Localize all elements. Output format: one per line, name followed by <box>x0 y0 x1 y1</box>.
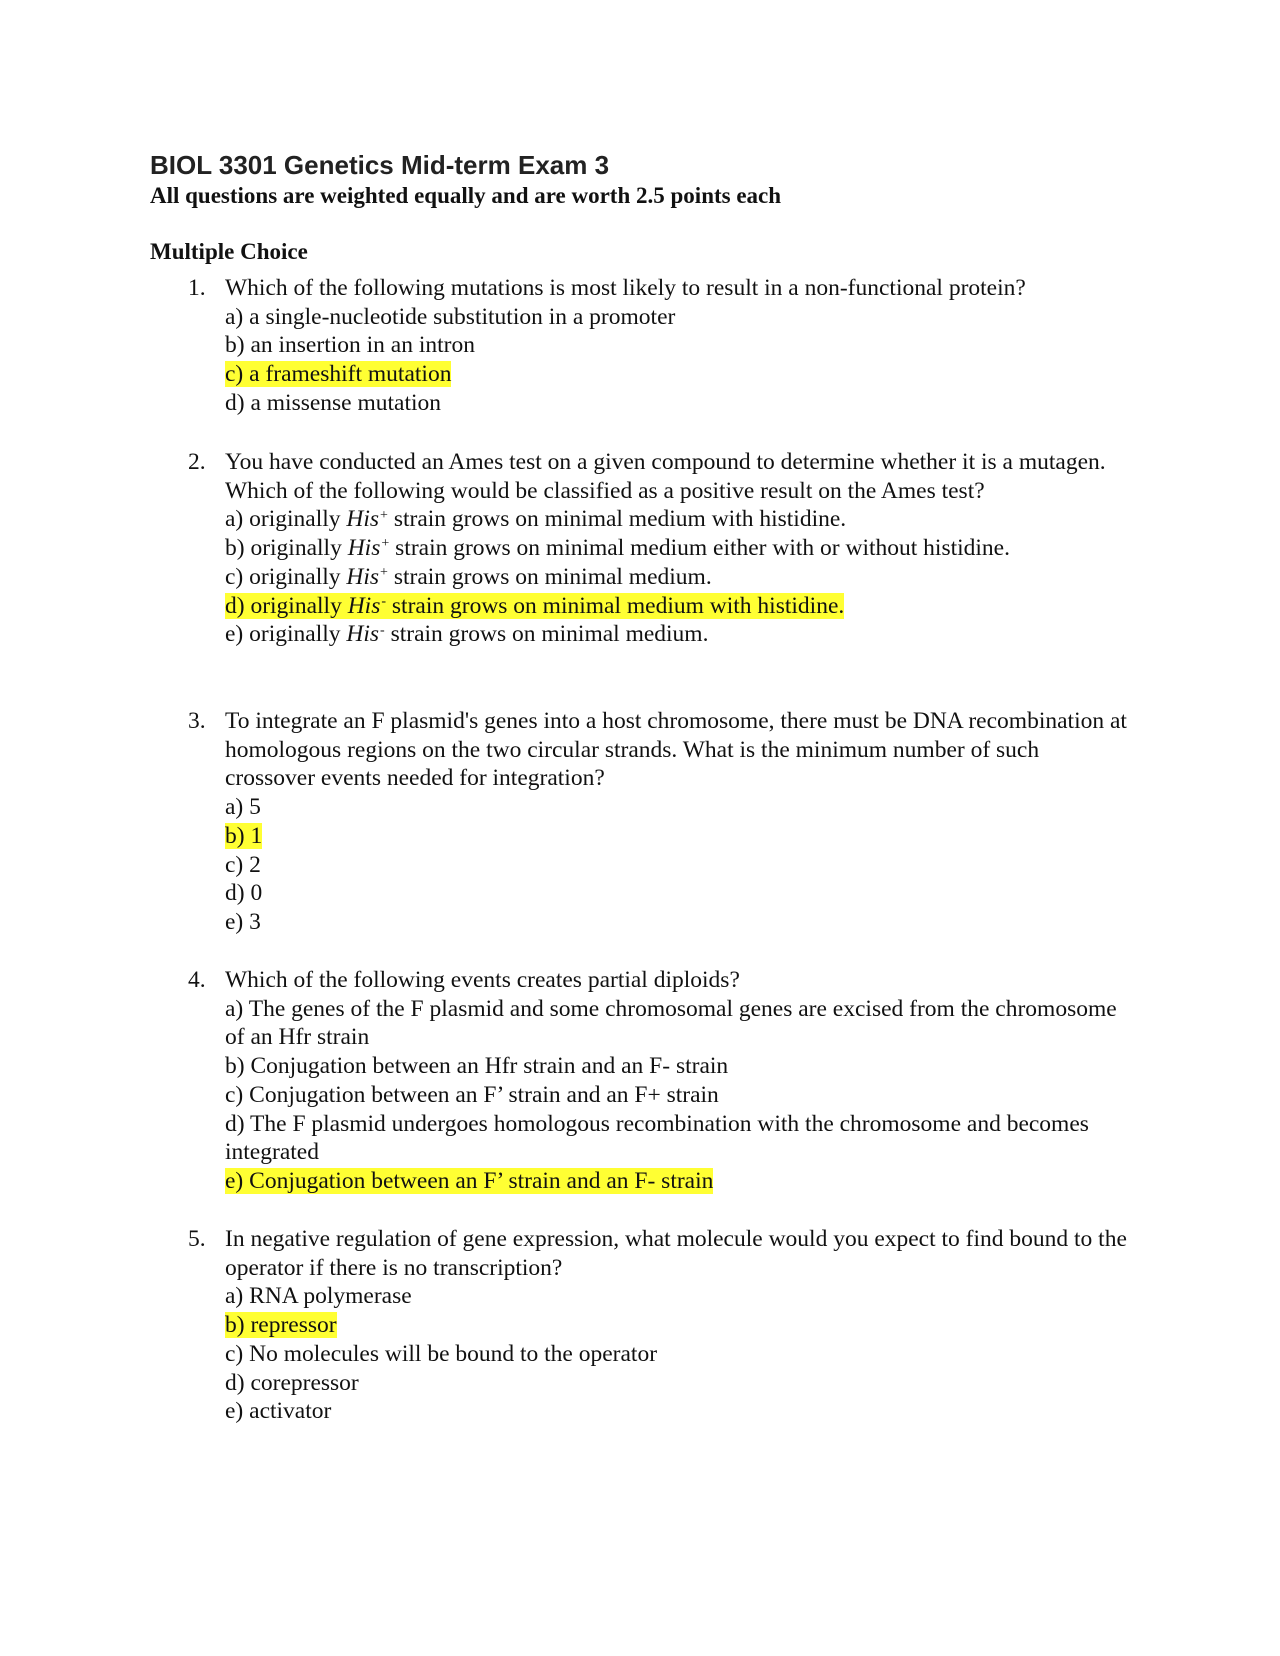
option-b <box>225 1311 1128 1340</box>
option-text: RNA polymerase <box>249 1283 412 1310</box>
option-d <box>225 592 1128 621</box>
option-prefix: originally <box>249 563 341 590</box>
option-label: d) <box>225 389 245 416</box>
option-label: b) <box>225 822 245 849</box>
question-text: To integrate an F plasmid's genes into a host chromosome, there must be DNA recombination at homologous regions on the two circular strands. What is the minimum number of such crossover events needed for integration? <box>225 708 1127 792</box>
option-label: d) <box>225 1110 245 1137</box>
option-text: Conjugation between an Hfr strain and an F- strain <box>250 1053 729 1080</box>
option-label: e) <box>225 1398 244 1425</box>
allele-superscript: + <box>380 507 388 523</box>
option-text: Conjugation between an F’ strain and an F+ strain <box>249 1081 719 1108</box>
option-text: strain grows on minimal medium. <box>393 563 712 590</box>
option-content <box>225 1398 331 1424</box>
question-5 <box>188 1225 1128 1426</box>
question-number: 2. <box>188 449 206 475</box>
option-content <box>225 823 262 849</box>
option-label: a) <box>225 1283 244 1310</box>
option-label: e) <box>225 621 244 648</box>
option-label: a) <box>225 995 244 1022</box>
option-text: repressor <box>250 1312 337 1339</box>
option-content <box>225 506 846 532</box>
option-content <box>225 332 475 358</box>
option-label: b) <box>225 1053 245 1080</box>
option-label: c) <box>225 851 244 878</box>
question-body <box>225 1225 1128 1426</box>
option-e <box>225 1397 1128 1426</box>
option-label: c) <box>225 1340 244 1367</box>
option-content <box>225 794 261 820</box>
question-3 <box>188 707 1128 937</box>
option-content <box>225 564 712 590</box>
page-subtitle: All questions are weighted equally and are worth 2.5 points each <box>150 183 782 208</box>
question-body <box>225 274 1128 418</box>
question-text: Which of the following mutations is most likely to result in a non-functional protein? <box>225 275 1026 301</box>
option-label: c) <box>225 1081 244 1108</box>
option-content <box>225 909 261 935</box>
option-content <box>225 1168 713 1194</box>
option-label: a) <box>225 506 244 533</box>
option-label: d) <box>225 1369 245 1396</box>
option-content <box>225 593 844 619</box>
option-text: a frameshift mutation <box>249 361 452 388</box>
question-4 <box>188 966 1128 1196</box>
allele-superscript: + <box>381 536 390 552</box>
option-prefix: originally <box>249 621 341 648</box>
option-c <box>225 360 1128 389</box>
option-content <box>225 1053 728 1079</box>
option-content <box>225 361 451 387</box>
option-content <box>225 1082 719 1108</box>
option-text: 2 <box>249 851 261 878</box>
option-label: c) <box>225 361 244 388</box>
option-prefix: originally <box>250 592 342 619</box>
option-text: 3 <box>249 908 261 935</box>
option-content <box>225 880 262 906</box>
option-text: 0 <box>250 880 263 907</box>
question-body <box>225 448 1128 649</box>
gene-symbol: His <box>347 592 381 619</box>
question-number: 1. <box>188 275 206 301</box>
option-b <box>225 1052 1128 1081</box>
gene-symbol: His <box>346 563 380 590</box>
option-text: 5 <box>249 794 261 821</box>
option-c <box>225 563 1128 592</box>
option-content <box>225 852 261 878</box>
option-label: b) <box>225 535 245 562</box>
question-number: 4. <box>188 967 206 993</box>
option-label: a) <box>225 303 244 330</box>
option-text: strain grows on minimal medium either with or without histidine. <box>395 535 1010 562</box>
section-heading: Multiple Choice <box>150 239 308 264</box>
option-a <box>225 793 1128 822</box>
option-label: e) <box>225 1167 244 1194</box>
question-text: You have conducted an Ames test on a given compound to determine whether it is a mutagen. Which of the following would be classified as a positive result on the Ames test? <box>225 449 1106 504</box>
gene-symbol: His <box>346 506 380 533</box>
option-label: a) <box>225 794 244 821</box>
option-c <box>225 1081 1128 1110</box>
option-text: an insertion in an intron <box>250 332 475 359</box>
allele-superscript: - <box>381 593 387 609</box>
question-text: Which of the following events creates partial diploids? <box>225 967 740 993</box>
question-2 <box>188 448 1128 649</box>
option-b <box>225 534 1128 563</box>
option-b <box>225 822 1128 851</box>
option-text: No molecules will be bound to the operator <box>249 1340 658 1367</box>
option-content <box>225 996 1117 1051</box>
option-content <box>225 304 675 330</box>
option-e <box>225 1167 1128 1196</box>
option-text: strain grows on minimal medium. <box>390 621 709 648</box>
option-a <box>225 995 1128 1052</box>
option-e <box>225 908 1128 937</box>
option-content <box>225 535 1010 561</box>
option-text: a single-nucleotide substitution in a promoter <box>249 303 676 330</box>
option-d <box>225 389 1128 418</box>
option-a <box>225 303 1128 332</box>
option-c <box>225 1340 1128 1369</box>
option-content <box>225 1283 412 1309</box>
option-label: d) <box>225 592 245 619</box>
gene-symbol: His <box>347 535 381 562</box>
option-b <box>225 331 1128 360</box>
page-title: BIOL 3301 Genetics Mid-term Exam 3 <box>150 150 610 180</box>
option-text: strain grows on minimal medium with histidine. <box>391 592 845 619</box>
option-d <box>225 879 1128 908</box>
option-content <box>225 390 441 416</box>
option-content <box>225 1312 337 1338</box>
option-label: e) <box>225 908 244 935</box>
option-a <box>225 505 1128 534</box>
gene-symbol: His <box>346 621 380 648</box>
option-content <box>225 1370 359 1396</box>
allele-superscript: - <box>380 622 385 638</box>
option-text: Conjugation between an F’ strain and an F- strain <box>249 1167 714 1194</box>
option-label: b) <box>225 1312 245 1339</box>
option-content <box>225 1341 657 1367</box>
option-text: The genes of the F plasmid and some chromosomal genes are excised from the chromosome of an Hfr strain <box>225 995 1117 1051</box>
option-text: The F plasmid undergoes homologous recombination with the chromosome and becomes integrated <box>225 1110 1089 1166</box>
option-prefix: originally <box>249 506 341 533</box>
question-1 <box>188 274 1128 418</box>
option-label: b) <box>225 332 245 359</box>
option-text: activator <box>249 1398 332 1425</box>
option-content <box>225 621 708 647</box>
option-label: d) <box>225 880 245 907</box>
option-text: corepressor <box>250 1369 359 1396</box>
question-body <box>225 707 1128 937</box>
option-text: a missense mutation <box>250 389 442 416</box>
option-text: strain grows on minimal medium with histidine. <box>393 506 847 533</box>
question-number: 5. <box>188 1226 206 1252</box>
option-d <box>225 1369 1128 1398</box>
option-prefix: originally <box>250 535 342 562</box>
question-body <box>225 966 1128 1196</box>
option-a <box>225 1282 1128 1311</box>
option-d <box>225 1110 1128 1167</box>
option-content <box>225 1111 1089 1166</box>
option-c <box>225 851 1128 880</box>
option-label: c) <box>225 563 244 590</box>
option-e <box>225 620 1128 649</box>
question-text: In negative regulation of gene expression, what molecule would you expect to find bound to the operator if there is no transcription? <box>225 1226 1127 1281</box>
question-number: 3. <box>188 708 206 734</box>
option-text: 1 <box>250 822 263 849</box>
allele-superscript: + <box>380 565 388 581</box>
